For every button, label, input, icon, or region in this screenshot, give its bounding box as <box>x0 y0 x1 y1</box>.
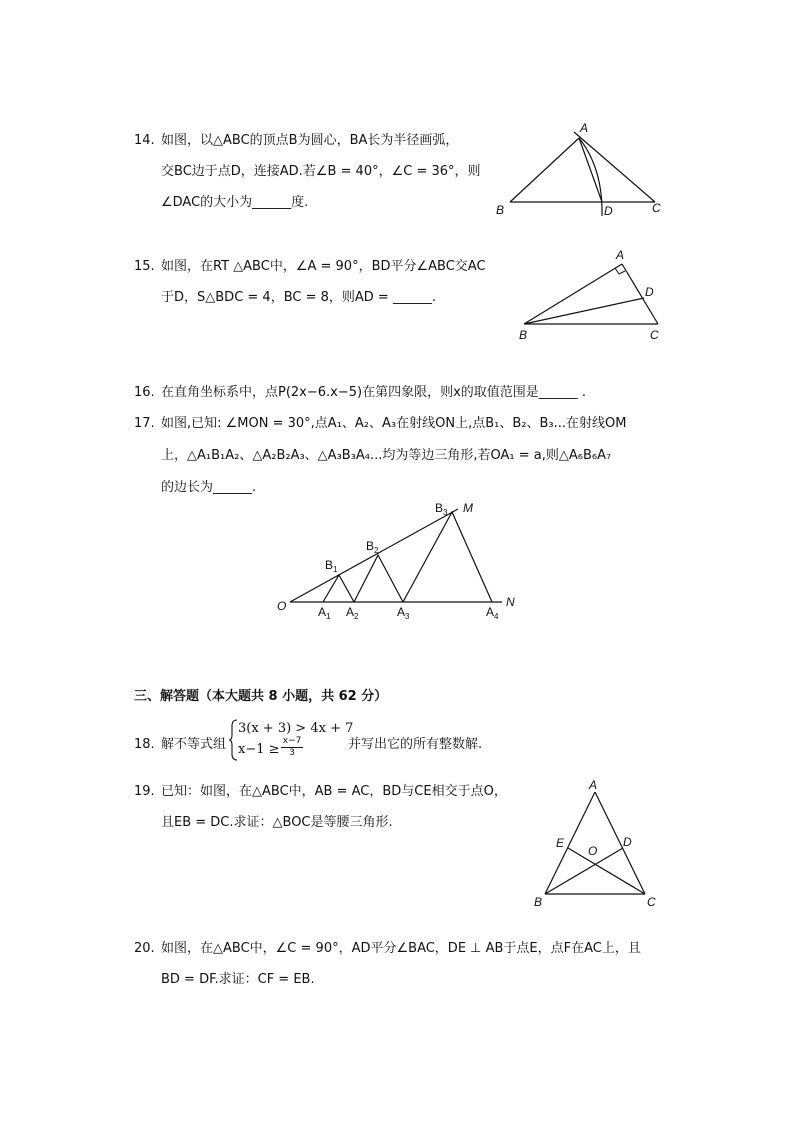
q14-label-D: D <box>604 204 613 218</box>
q18-prefix: 解不等式组 <box>161 737 227 752</box>
q18-suffix: 并写出它的所有整数解. <box>348 737 483 752</box>
q19-text-line2: 且EB = DC.求证：△BOC是等腰三角形. <box>161 815 393 830</box>
q17-text-line2: 上，△A₁B₁A₂、△A₂B₂A₃、△A₃B₃A₄...均为等边三角形,若OA₁ = a,则△A₆B₆A₇ <box>161 448 612 463</box>
q17-text-line3: 的边长为______. <box>161 480 257 495</box>
q17-label-A4: $A_4$ <box>486 605 499 621</box>
q17-label-M: M <box>463 501 473 515</box>
q15-label-A: A <box>616 248 625 262</box>
q20-text-line2: BD = DF.求证：CF = EB. <box>161 972 315 987</box>
q15-label-B: B <box>519 328 528 342</box>
q17-label-B1: $B_1$ <box>325 558 338 574</box>
q16-text-line1: 在直角坐标系中，点P(2x−6.x−5)在第四象限，则x的取值范围是______ . <box>161 385 587 400</box>
q17-label-O: O <box>277 599 287 613</box>
q14-label-C: C <box>652 201 661 215</box>
q17-label-A3: $A_3$ <box>397 605 410 621</box>
q17-text-line1: 如图,已知: ∠MON = 30°,点A₁、A₂、A₃在射线ON上,点B₁、B₂、B₃...在射线OM <box>161 416 627 431</box>
q14-label-A: A <box>580 121 589 135</box>
q19-label-E: E <box>556 836 565 850</box>
q18-inequality-2: x−1 ≥ <box>238 742 280 757</box>
q18-brace <box>228 718 238 762</box>
q15-figure <box>510 246 670 346</box>
q20-number: 20. <box>134 941 155 956</box>
q14-text-line3: ∠DAC的大小为______度. <box>161 195 309 210</box>
q19-number: 19. <box>134 784 155 799</box>
q14-text-line1: 如图，以△ABC的顶点B为圆心，BA长为半径画弧， <box>161 133 459 148</box>
q20-text-line1: 如图，在△ABC中，∠C = 90°，AD平分∠BAC，DE ⊥ AB于点E，点F在AC上，且 <box>161 941 641 956</box>
q14-number: 14. <box>134 133 155 148</box>
q14-figure <box>490 118 670 228</box>
q17-figure <box>270 495 530 625</box>
q19-label-C: C <box>647 895 656 909</box>
q18-fraction-denominator: 3 <box>281 747 303 758</box>
q17-label-B3: $B_3$ <box>435 501 448 517</box>
q15-text-line2: 于D，S△BDC = 4，BC = 8，则AD = ______. <box>161 290 437 305</box>
q17-label-N: N <box>506 595 515 609</box>
q17-number: 17. <box>134 416 155 431</box>
q17-label-B2: $B_2$ <box>366 539 379 555</box>
section-3-heading: 三、解答题（本大题共 8 小题，共 62 分） <box>134 689 388 704</box>
q15-label-D: D <box>645 285 654 299</box>
q18-fraction-numerator: x−7 <box>282 736 302 746</box>
q19-label-O: O <box>588 844 598 858</box>
q18-inequality-1: 3(x + 3) > 4x + 7 <box>238 721 354 736</box>
q18-number: 18. <box>134 737 155 752</box>
q14-label-B: B <box>496 203 505 217</box>
q17-label-A2: $A_2$ <box>346 605 359 621</box>
q15-number: 15. <box>134 259 155 274</box>
q16-number: 16. <box>134 385 155 400</box>
q19-label-A: A <box>589 778 598 792</box>
q17-label-A1: $A_1$ <box>318 605 331 621</box>
q15-text-line1: 如图，在RT △ABC中，∠A = 90°，BD平分∠ABC交AC <box>161 259 486 274</box>
q19-text-line1: 已知：如图，在△ABC中，AB = AC，BD与CE相交于点O， <box>161 784 507 799</box>
q19-figure <box>525 772 665 914</box>
q15-label-C: C <box>650 328 659 342</box>
q19-label-D: D <box>623 835 632 849</box>
q14-text-line2: 交BC边于点D，连接AD.若∠B = 40°，∠C = 36°，则 <box>161 164 481 179</box>
q18-fraction <box>281 737 303 758</box>
q19-label-B: B <box>534 895 543 909</box>
